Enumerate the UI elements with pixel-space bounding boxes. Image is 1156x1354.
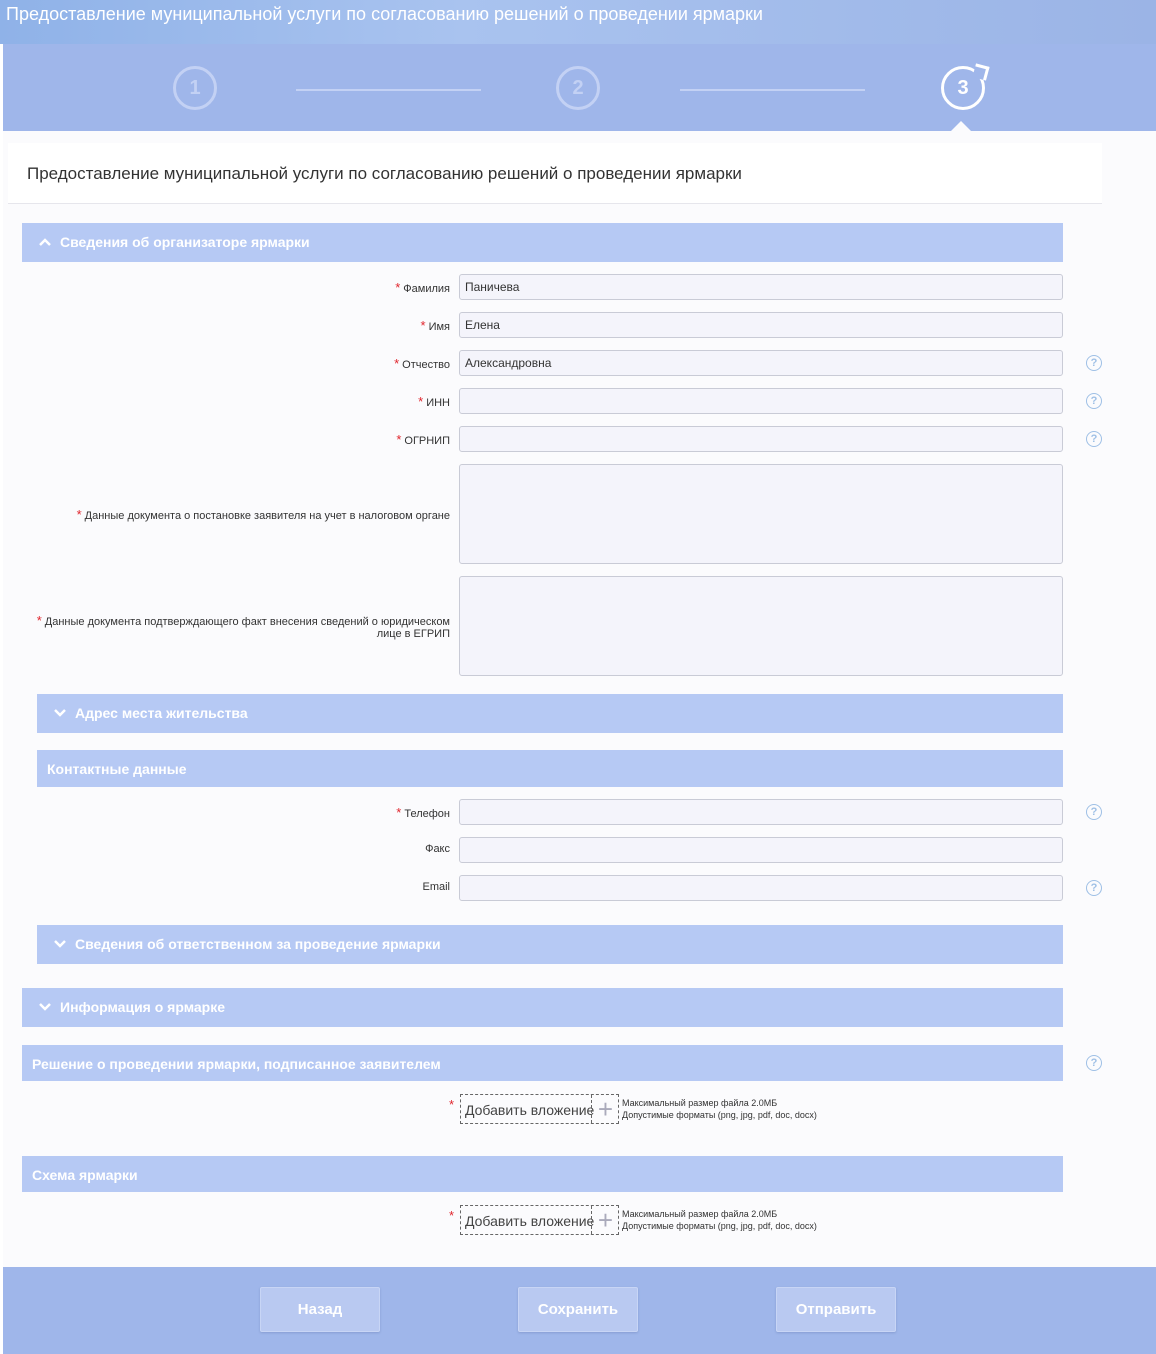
phone-field[interactable]: [459, 799, 1063, 825]
section-responsible-title: Сведения об ответственном за проведение ярмарки: [75, 936, 441, 952]
email-label: [422, 881, 450, 893]
step-2[interactable]: [556, 66, 600, 110]
email-field[interactable]: [459, 875, 1063, 901]
section-fair-info-header[interactable]: [22, 988, 1063, 1027]
help-circle-icon[interactable]: ?: [1086, 880, 1102, 896]
inn-label-text: ИНН: [426, 397, 450, 409]
section-contacts-header: [37, 750, 1063, 787]
add-attachment-button[interactable]: [460, 1094, 619, 1124]
phone-label-text: Телефон: [404, 808, 450, 820]
step-progress: [3, 44, 1156, 131]
tax-doc-textarea[interactable]: [459, 464, 1063, 564]
help-circle-icon[interactable]: ?: [1086, 804, 1102, 820]
egrip-doc-label-text: Данные документа подтверждающего факт внесения сведений о юридическом лице в ЕГРИП: [44, 616, 450, 640]
required-mark: *: [395, 280, 401, 295]
chevron-down-icon: [53, 706, 67, 720]
form-footer: [3, 1267, 1156, 1354]
add-attachment-button[interactable]: [460, 1205, 619, 1235]
required-mark: *: [396, 432, 402, 447]
tax-doc-label: [30, 507, 450, 522]
phone-label: [396, 805, 450, 820]
attachment-info: [622, 1208, 817, 1232]
name-label-text: Имя: [428, 321, 450, 333]
surname-field[interactable]: Паничева: [459, 274, 1063, 300]
back-button[interactable]: Назад: [260, 1287, 380, 1332]
required-mark: *: [36, 613, 42, 628]
help-circle-icon[interactable]: ?: [1086, 1055, 1102, 1071]
patronymic-label-text: Отчество: [402, 359, 450, 371]
required-mark: *: [449, 1097, 455, 1112]
section-organizer-title: Сведения об организаторе ярмарки: [60, 234, 310, 250]
email-label-text: Email: [422, 881, 450, 893]
egrip-doc-textarea[interactable]: [459, 576, 1063, 676]
add-attachment-label: Добавить вложение: [465, 1102, 595, 1118]
name-label: [421, 318, 451, 333]
section-fair-info-title: Информация о ярмарке: [60, 999, 226, 1015]
fax-label-text: Факс: [425, 843, 450, 855]
inn-label: [418, 394, 450, 409]
step-connector: [680, 89, 865, 91]
step-connector: [296, 89, 481, 91]
section-scheme-title: Схема ярмарки: [32, 1167, 138, 1183]
fax-field[interactable]: [459, 837, 1063, 863]
step-1-label: 1: [189, 77, 201, 99]
window-title: Предоставление муниципальной услуги по согласованию решений о проведении ярмарки: [6, 4, 763, 24]
inn-field[interactable]: [459, 388, 1063, 414]
save-button[interactable]: Сохранить: [518, 1287, 638, 1332]
surname-label-text: Фамилия: [403, 283, 450, 295]
plus-icon: +: [591, 1095, 619, 1123]
step-3[interactable]: [941, 66, 985, 110]
egrip-doc-label: [30, 613, 450, 640]
surname-label: [395, 280, 450, 295]
section-address-header[interactable]: [37, 694, 1063, 733]
step-pointer: [951, 121, 971, 131]
patronymic-label: [394, 356, 450, 371]
window-titlebar: [0, 0, 1156, 44]
section-address-title: Адрес места жительства: [75, 705, 248, 721]
tax-doc-label-text: Данные документа о постановке заявителя на учет в налоговом органе: [84, 510, 450, 522]
refresh-arrow-icon: [972, 63, 989, 80]
help-circle-icon[interactable]: ?: [1086, 431, 1102, 447]
step-2-label: 2: [572, 77, 584, 99]
required-mark: *: [396, 805, 402, 820]
help-circle-icon[interactable]: ?: [1086, 393, 1102, 409]
section-decision-header: [22, 1045, 1063, 1081]
section-organizer-header[interactable]: [22, 223, 1063, 262]
page-title: Предоставление муниципальной услуги по согласованию решений о проведении ярмарки: [27, 164, 742, 183]
name-field[interactable]: Елена: [459, 312, 1063, 338]
send-button[interactable]: Отправить: [776, 1287, 896, 1332]
attachment-max-size: Максимальный размер файла 2.0МБ: [622, 1098, 778, 1108]
attachment-max-size: Максимальный размер файла 2.0МБ: [622, 1209, 778, 1219]
plus-icon: +: [591, 1206, 619, 1234]
help-circle-icon[interactable]: ?: [1086, 355, 1102, 371]
ogrnip-field[interactable]: [459, 426, 1063, 452]
ogrnip-label: [396, 432, 450, 447]
attachment-formats: Допустимые форматы (png, jpg, pdf, doc, docx): [622, 1110, 817, 1120]
step-1[interactable]: [173, 66, 217, 110]
required-mark: *: [76, 507, 82, 522]
required-mark: *: [449, 1208, 455, 1223]
chevron-down-icon: [53, 937, 67, 951]
add-attachment-label: Добавить вложение: [465, 1213, 595, 1229]
required-mark: *: [418, 394, 424, 409]
required-mark: *: [420, 318, 426, 333]
section-responsible-header[interactable]: [37, 925, 1063, 964]
section-contacts-title: Контактные данные: [47, 761, 187, 777]
section-decision-title: Решение о проведении ярмарки, подписанное заявителем: [32, 1056, 441, 1072]
attachment-info: [622, 1097, 817, 1121]
patronymic-field[interactable]: Александровна: [459, 350, 1063, 376]
fax-label: [425, 843, 450, 855]
attachment-formats: Допустимые форматы (png, jpg, pdf, doc, docx): [622, 1221, 817, 1231]
form-header: [8, 143, 1102, 204]
chevron-up-icon: [38, 235, 52, 249]
required-mark: *: [394, 356, 400, 371]
ogrnip-label-text: ОГРНИП: [404, 435, 450, 447]
section-scheme-header: [22, 1156, 1063, 1192]
chevron-down-icon: [38, 1000, 52, 1014]
step-3-label: 3: [957, 77, 969, 99]
